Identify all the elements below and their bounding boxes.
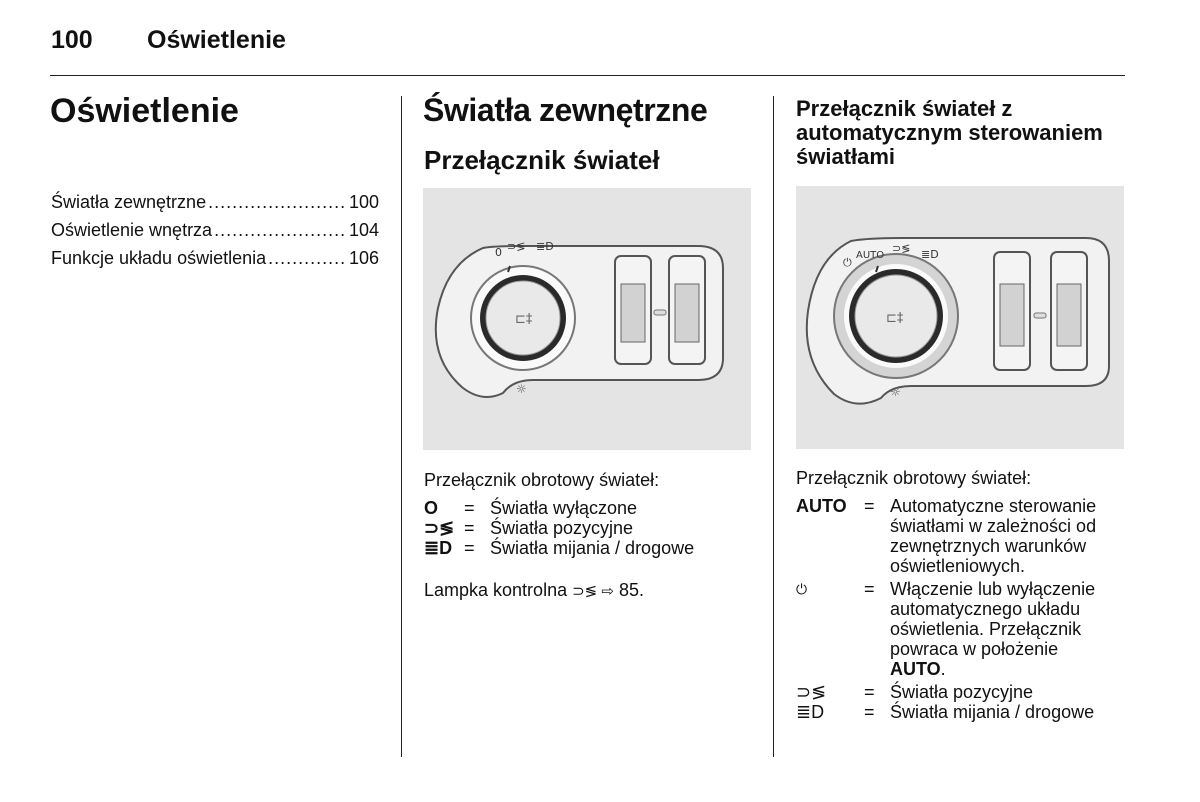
sidelight-icon: ⊃≶ [424,518,455,538]
section-heading: Światła zewnętrzne [423,92,708,128]
symbol-off: O [424,498,439,518]
legend-row: AUTO = Automatyczne sterowanie światłami w zależności od zewnętrznych warunków oświetleniowych. [796,496,1097,576]
toc-entry[interactable] [51,216,379,244]
toc-leader [214,216,347,244]
figure-caption: Przełącznik obrotowy świateł: [424,470,660,490]
sidelight-icon: ⊃≶ [796,682,827,702]
auto-symbol-legend [796,496,1126,722]
sidelight-label: ⊃≶ [507,240,526,253]
lowbeam-label: ≣D [536,240,554,253]
figure-caption-auto: Przełącznik obrotowy świateł: [796,468,1032,488]
legend-row: ≣D = Światła mijania / drogowe [796,702,1095,722]
power-label: ⏻ [843,256,852,269]
toc-entry-label: Światła zewnętrzne [51,192,207,212]
sidelight-indicator-icon: ⊃≶ ⇨ [572,583,614,600]
table-of-contents [51,188,379,272]
light-switch-illustration [423,188,751,450]
toc-entry[interactable] [51,244,379,272]
lowbeam-label: ≣D [921,248,939,261]
toc-leader [268,244,347,272]
column-divider-1 [401,96,402,757]
off-label: 0 [495,246,502,259]
running-header: Oświetlenie [147,26,286,54]
legend-row: ⊃≶ = Światła pozycyjne [424,518,634,538]
toc-leader [208,188,347,216]
indicator-note: Lampka kontrolna ⊃≶ ⇨ 85. [424,580,645,600]
toc-entry-label: Oświetlenie wnętrza [51,220,213,240]
legend-row: ⏻ = Włączenie lub wyłączenie automatycznego układu oświetlenia. Przełącznik powraca w położenie AUTO. [796,579,1096,679]
toc-entry-page: 106 [348,248,379,268]
headlight-icon: ≣D [796,702,825,722]
legend-row: O = Światła wyłączone [424,498,638,518]
legend-row: ⊃≶ = Światła pozycyjne [796,682,1034,702]
toc-entry-page: 104 [348,220,379,240]
sidelight-label: ⊃≶ [892,242,911,255]
auto-light-switch-illustration [796,186,1124,449]
toc-entry-page: 100 [348,192,379,212]
fog-label: ⊏‡ [515,312,533,327]
toc-entry[interactable] [51,188,379,216]
power-icon: ⏻ [796,581,808,597]
fog-label: ⊏‡ [886,311,904,326]
auto-label: AUTO [856,250,885,261]
page-number: 100 [51,26,93,54]
page-reference[interactable]: 85. [619,580,645,600]
toc-entry-label: Funkcje układu oświetlenia [51,248,267,268]
chapter-title: Oświetlenie [50,92,239,130]
header-rule [50,75,1125,76]
column-divider-2 [773,96,774,757]
auto-light-switch-figure [796,186,1124,449]
symbol-legend [424,498,754,558]
dimmer-label: ☼ [516,382,527,396]
legend-row: ≣D = Światła mijania / drogowe [424,538,695,558]
headlight-icon: ≣D [424,538,453,558]
dimmer-label: ☼ [890,385,901,399]
light-switch-figure [423,188,751,450]
auto-label: AUTO [796,496,847,516]
subsection-heading: Przełącznik świateł [424,145,660,175]
section-heading-auto: Przełącznik świateł z automatycznym sterowaniem światłami [796,96,1103,169]
